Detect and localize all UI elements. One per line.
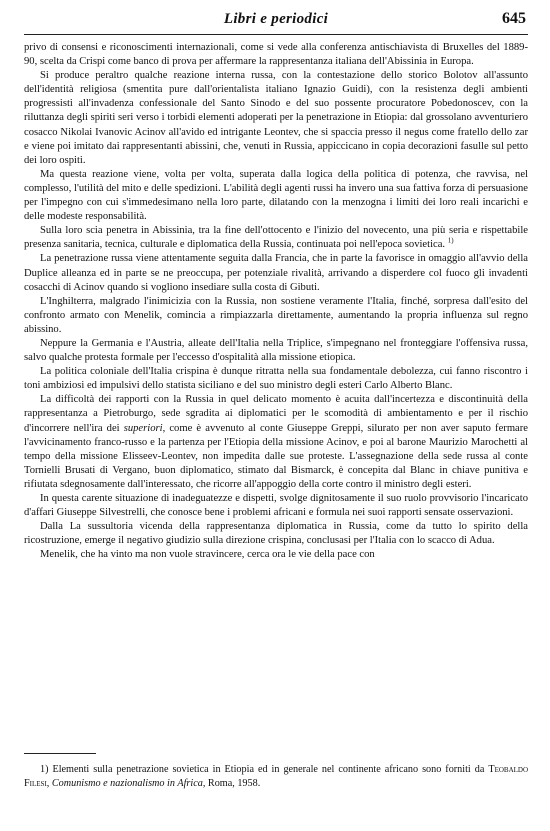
paragraph-4 bbox=[24, 224, 528, 252]
footnote-separator: , bbox=[46, 778, 52, 789]
paragraph-9 bbox=[24, 393, 528, 492]
paragraph-7: Neppure la Germania e l'Austria, alleate dell'Italia nella Triplice, s'impegnano nel fronteggiare l'offensiva russa, salvo qualche protesta formale per l'eccesso d'ospitalità alla missione etiopica. bbox=[24, 337, 528, 364]
paragraph-10: In questa carente situazione di inadeguatezze e dispetti, svolge dignitosamente il suo ruolo provvisorio l'incaricato d'affari Giuseppe Silvestrelli, che conosce bene i problemi africani e formula nei suoi rapporti sensate osservazioni. bbox=[24, 493, 528, 519]
paragraph-11-lead: Dalla bbox=[40, 521, 63, 533]
body-text bbox=[24, 41, 528, 562]
paragraph-6: L'Inghilterra, malgrado l'inimicizia con la Russia, non sostiene veramente l'Italia, finché, sorpresa dall'esito del confronto armato con Menelik, comincia a rimpiazzarla direttamente, aumentando la propria influenza sul regno abissino. bbox=[24, 295, 528, 335]
footnote bbox=[24, 763, 528, 791]
footnote-marker: 1) bbox=[40, 764, 49, 775]
paragraph-9-italic: superiori bbox=[123, 422, 163, 434]
footnote-end: , Roma, 1958. bbox=[202, 778, 261, 789]
paragraph-5: La penetrazione russa viene attentamente seguita dalla Francia, che in parte la favorisce in omaggio all'avvio della Duplice alleanza ed in parte se ne preoccupa, per potenziale rivalità, arrivando a disperdere col fuoco gli invadenti cosacchi di Acinov quando si vogliono insediare sulla costa di Gibuti. bbox=[24, 253, 528, 293]
paragraph-11-text: La sussultoria vicenda della rappresentanza diplomatica in Russia, come da tutto lo spirito della ricostruzione, emerge il negativo giudizio sulla direzione crispina, conclusasi per l'Italia con lo scacco di Adua. bbox=[24, 521, 529, 547]
page-header bbox=[24, 8, 528, 35]
paragraph-9-rest: , come è avvenuto al conte Giuseppe Greppi, silurato per non aver saputo fermare l'avvicinamento franco-russo e la partenza per l'Etiopia della missione Acinov, e poi al barone Maurizio Marochetti al tempo della missione Elisseev-Leontev, non impedita dalle sue proteste. L'assegnazione della sede russa al conte Tornielli Brusati di Vergano, buon diplomatico, stimato dal Bismarck, è concepita dal Blanc in chiave punitiva e rifiutata sdegnosamente dall'interessato, che ricorre all'appoggio della corte contro il ministro degli esteri. bbox=[24, 422, 528, 490]
paragraph-9-text: La difficoltà dei rapporti con la Russia in quel delicato momento è acuita dall'incertezza e discontinuità della rappresentanza a Pietroburgo, sede sgradita ai diplomatici per le scomodità di ambientamento e per il rischio d'incorrere nell'ira dei bbox=[24, 394, 528, 434]
footnote-rule bbox=[24, 753, 96, 754]
paragraph-3: Ma questa reazione viene, volta per volta, superata dalla logica della politica di potenza, che ravvisa, nel complesso, l'utilità del mito e delle spedizioni. L'abilità degli agenti russi ha invero una sua fattiva forza di persuasione per l'impegno con cui s'immedesimano nella loro parte, dilatando con la menzogna i limiti dei loro reali incarichi e delle modeste responsabilità. bbox=[24, 168, 528, 223]
paragraph-12: Menelik, che ha vinto ma non vuole stravincere, cerca ora le vie della pace con bbox=[40, 549, 375, 561]
footnote-reference: 1) bbox=[447, 236, 454, 245]
page-number: 645 bbox=[502, 10, 526, 27]
paragraph-4-text: Sulla loro scia penetra in Abissinia, tra la fine dell'ottocento e l'inizio del novecento, una più seria e rispettabile presenza sanitaria, tecnica, culturale e diplomatica della Russia, continuata poi nell'epoca sovietica. bbox=[24, 225, 528, 251]
footnote-author: Teobaldo Filesi bbox=[24, 764, 529, 789]
footnote-book-title: Comunismo e nazionalismo in Africa bbox=[51, 778, 203, 789]
paragraph-8: La politica coloniale dell'Italia crispina è dunque ritratta nella sua fondamentale debolezza, cui fanno riscontro i toni ambiziosi ed impulsivi dello statista siciliano e del suo ministro degli esteri Carlo Alberto Blanc. bbox=[24, 366, 528, 392]
running-title: Libri e periodici bbox=[223, 11, 329, 27]
footnote-text: Elementi sulla penetrazione sovietica in Etiopia ed in generale nel continente africano sono forniti da bbox=[52, 764, 489, 775]
paragraph-2: Si produce peraltro qualche reazione interna russa, con la contestazione dello storico Bolotov all'assunto dell'identità religiosa (smentita pure dall'orientalista italiano Ignazio Guidi), con la resistenza degli ambienti progressisti all'invadenza confessionale del Santo Sinodo e del suo possente procuratore Pobedonoscev, con la riluttanza degli spiriti seri verso i torbidi elementi adoperati per la penetrazione in Etiopia: dal grossolano avventuriero cosacco Nikolai Ivanovic Acinov all'avido ed intrigante Leontev, che si spaccia presso il negus come fratello dello zar e viene poi imitato dai rappresentanti abissini, che, venuti in Russia, appiccicano in copia decorazioni fasulle sul petto dei loro ospiti. bbox=[24, 70, 528, 166]
paragraph-11 bbox=[24, 520, 528, 548]
paragraph-1: privo di consensi e riconoscimenti internazionali, come si vede alla conferenza antischiavista di Bruxelles del 1889-90, scelta da Crispi come banco di prova per affermare la rappresentanza italiana dell'Abissinia in Europa. bbox=[24, 42, 528, 68]
